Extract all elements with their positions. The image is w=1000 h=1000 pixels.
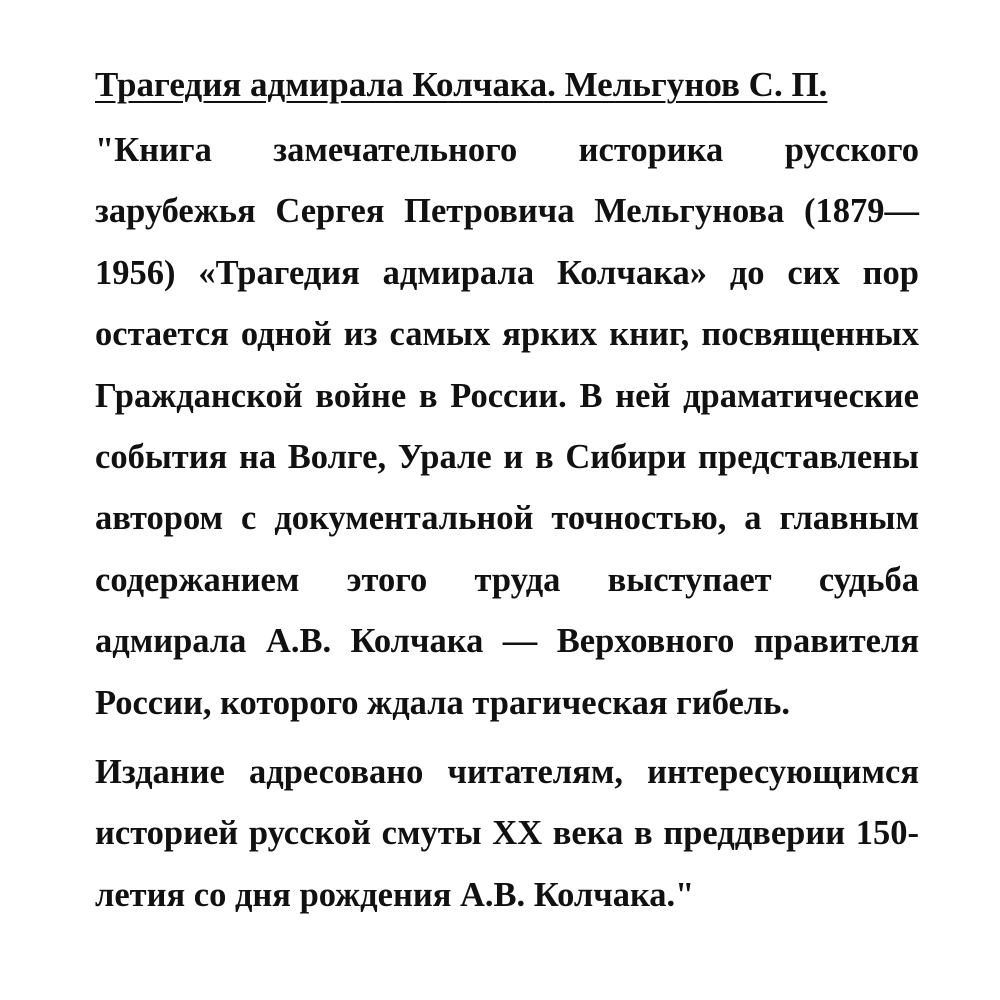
document-page: [95, 60, 919, 926]
document-title: Трагедия адмирала Колчака. Мельгунов С. П.: [95, 65, 828, 104]
description-paragraph-2: Издание адресовано читателям, интересующимся историей русской смуты XX века в преддверии 150-летия со дня рождения А.В. Колчака.": [95, 753, 919, 914]
description-paragraph-1: "Книга замечательного историка русского зарубежья Сергея Петровича Мельгунова (1879—1956) «Трагедия адмирала Колчака» до сих пор остается одной из самых ярких книг, посвященных Гражданской войне в России. В ней драматические события на Волге, Урале и в Сибири представлены автором с документальной точностью, а главным содержанием этого труда выступает судьба адмирала А.В. Колчака — Верховного правителя России, которого ждала трагическая гибель.: [95, 131, 919, 722]
